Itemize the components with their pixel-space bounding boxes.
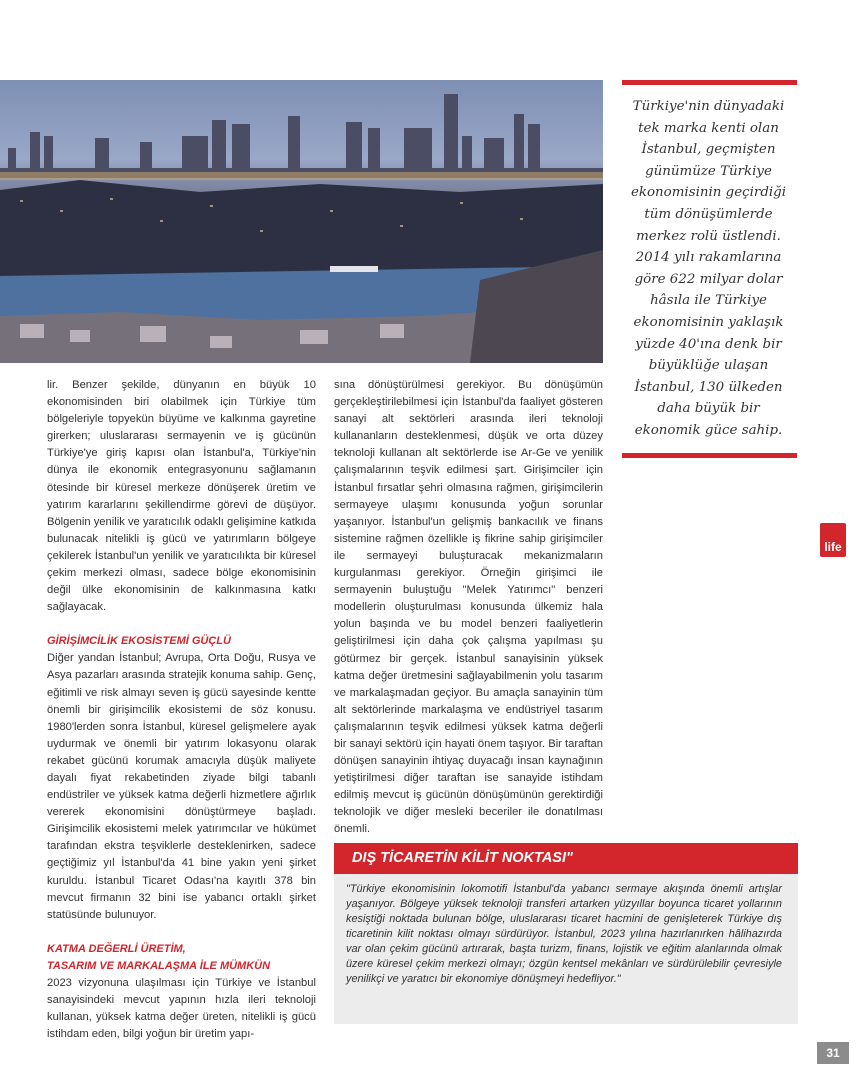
sidebar-box-body: "Türkiye ekonomisinin lokomotifi İstanbul'da yabancı sermaye akışında önemli artışlar yaşanıyor. Bölgeye yüksek teknoloji transferi artarken yüzyıllar boyunca ticaret yollarının kesiştiği noktada bulunan bölge, uluslararası ticaret hacmini de genişleterek Türkiye dış ticaretinin kilit noktası olmayı sürdürüyor. İstanbul, 2023 yılına hazırlanırken hâlihazırda var olan çekim gücünü artırarak, başta turizm, finans, lojistik ve eğitim alanlarında olmak üzere küresel çekim merkezi olmayı; özgün kentsel mekânları ve sürdürülebilir çevresiyle yenilikçi ve yaratıcı bir ekonomiye dönüşmeyi hedefliyor."	[334, 874, 798, 1024]
paragraph: sına dönüştürülmesi gerekiyor. Bu dönüşümün gerçekleştirilebilmesi için İstanbul'da faaliyet gösteren sanayi alt sektörleri arasında ileri teknoloji kullananların desteklenmesi, düşük ve orta düzey teknoloji kullanan alt sektörlerde ise Ar-Ge ve yenilik çalışmalarının teşvik edilmesi şart. Girişimciler için İstanbul fırsatlar şehri olmasına rağmen, girişimcilerin sermayeye ulaşımı konusunda yoğun sorunlar yaşanıyor. İstanbul'un gelişmiş bankacılık ve finans sistemine rağmen özellikle iş fikrine sahip girişimciler ile sermayeyi buluşturacak mekanizmaların kurgulanması gerekiyor. Örneğin girişimci ile sermayenin buluştuğu "Melek Yatırımcı" benzeri modellerin oluşturulması konusunda ülkemiz hala yolun başında ve bu model benzeri faaliyetlerin geliştirilmesi için daha çok çalışma yapılması şu götürmez bir gerçek. İstanbul sanayisinin yüksek katma değer üretmesini sağlayabilmenin yolu tasarım ve markalaşmadan geçiyor. Bu amaçla sanayinin tüm alt sektörlerinde markalaşma ve endüstriyel tasarım çalışmalarının teşvik edilmesi yüksek katma değerli bir sanayi sektörü için hayati önem taşıyor. Bir taraftan dönüşen sanayinin ihtiyaç duyacağı insan kaynağının yetiştirilmesi diğer taraftan ise sanayide istihdam edilmiş mevcut iş gücünün dönüşümünün gerektirdiği teknolojik ve diğer mesleki beceriler ile donatılması önemli.	[334, 379, 603, 836]
paragraph: Diğer yandan İstanbul; Avrupa, Orta Doğu, Rusya ve Asya pazarları arasında stratejik konuma sahip. Genç, eğitimli ve risk almayı seven iş gücü sayesinde kentte önemli bir girişimcilik ekosistemi de söz konusu. 1980'lerden sonra İstanbul, küresel gelişmelere ayak uydurmak ve önemli bir yatırım lokasyonu olarak rekabet gücünü korumak amacıyla düşük maliyete dayalı fiyat rekabetinden ziyade bilgi tabanlı endüstriler ve yüksek katma değerli hizmetlere ağırlık vererek ekonomisini dönüştürmeye başladı. Girişimcilik ekosistemi melek yatırımcılar ve hükümet tarafından ekstra teşviklerle desteklenirken, sadece geçtiğimiz yıl İstanbul'da 41 bine yakın yeni şirket kuruldu. İstanbul Ticaret Odası'na kayıtlı 378 bin mevcut firmanın 32 bini ise yabancı ortaklı şirket statüsünde bulunuyor.	[47, 652, 316, 921]
section-heading: KATMA DEĞERLİ ÜRETİM,	[47, 942, 186, 955]
article-column-1	[47, 377, 316, 1060]
istanbul-skyline-photo	[0, 80, 603, 363]
article-column-2	[334, 377, 603, 856]
section-heading: GİRİŞİMCİLİK EKOSİSTEMİ GÜÇLÜ	[47, 635, 231, 648]
page-number: 31	[817, 1042, 849, 1064]
paragraph: 2023 vizyonuna ulaşılması için Türkiye ve İstanbul sanayisindeki mevcut yapının hızla ileri teknoloji kullanan, yüksek katma değer üreten, nitelikli iş gücü istihdam eden, bilgi yoğun bir üretim yapı-	[47, 976, 316, 1041]
paragraph: lir. Benzer şekilde, dünyanın en büyük 10 ekonomisinden biri olabilmek için Türkiye tüm bölgeleriyle topyekün büyüme ve kalkınma gayretine girerken; uluslararası sermayenin ve iş gücünün Türkiye'ye giriş kapısı olan İstanbul'a, Türkiye'nin dünya ile ekonomik entegrasyonunu sağlamanın ötesinde bir küresel merkeze dönüşerek üretim ve yatırım kararlarını şekillendirme görevi de düşüyor. Bölgenin yenilik ve yaratıcılık odaklı gelişimine katkıda bulunacak nitelikli iş gücü ve yatırımların bölgeye çekilerek İstanbul'un yenilik ve yaratıcılıkta bir küresel çekim merkezi olması, sadece bölge ekonomisinin değil ülke ekonomisinin de kalkınmasına katkı sağlayacak.	[47, 379, 316, 614]
skyline-illustration	[0, 80, 603, 363]
section-heading: TASARIM VE MARKALAŞMA İLE MÜMKÜN	[47, 959, 271, 972]
pull-quote: Türkiye'nin dünyadaki tek marka kenti olan İstanbul, geçmişten günümüze Türkiye ekonomisinin geçirdiği tüm dönüşümlerde merkez rolü üstlendi. 2014 yılı rakamlarına göre 622 milyar dolar hâsıla ile Türkiye ekonomisinin yaklaşık yüzde 40'ına denk bir büyüklüğe ulaşan İstanbul, 130 ülkeden daha büyük bir ekonomik güce sahip.	[630, 99, 787, 438]
sidebar-box-title: DIŞ TİCARETİN KİLİT NOKTASI"	[334, 843, 798, 874]
life-logo: life	[820, 523, 846, 557]
